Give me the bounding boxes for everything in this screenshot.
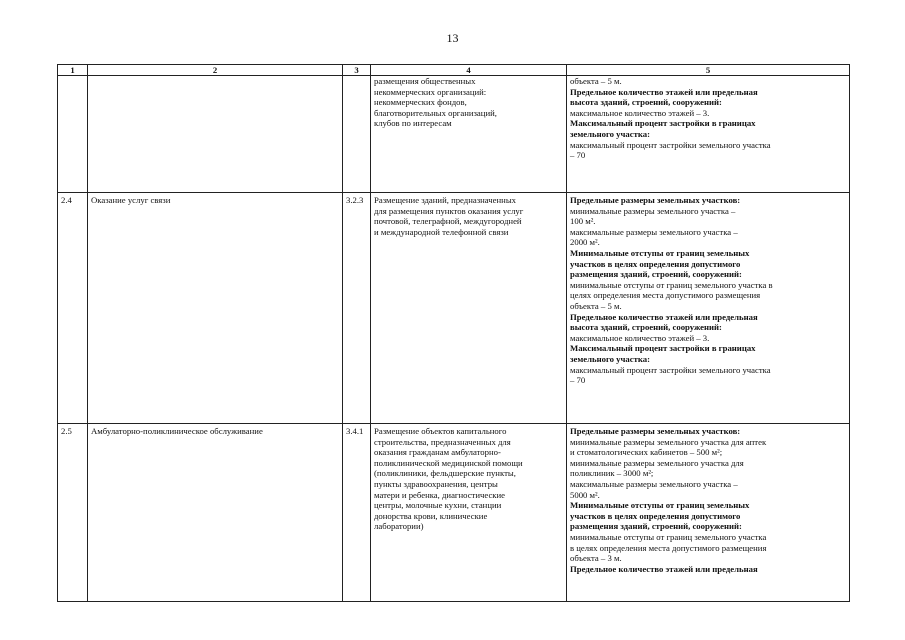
table-row bbox=[58, 424, 850, 602]
parameter-heading: размещения зданий, строений, сооружений: bbox=[570, 521, 742, 532]
description-line: некоммерческих организаций: bbox=[374, 86, 487, 97]
table-row bbox=[58, 193, 850, 424]
land-use-table bbox=[57, 64, 850, 602]
description-line: благотворительных организаций, bbox=[374, 107, 497, 118]
parameter-value: минимальные отступы от границ земельного участка в bbox=[570, 279, 773, 290]
parameter-value: максимальные размеры земельного участка – bbox=[570, 478, 738, 489]
parameter-heading: участков в целях определения допустимого bbox=[570, 258, 741, 269]
parameter-value: минимальные размеры земельного участка – bbox=[570, 205, 736, 216]
description-line: оказания гражданам амбулаторно- bbox=[374, 447, 501, 458]
description-line: размещения общественных bbox=[374, 76, 476, 86]
header-col-5: 5 bbox=[567, 65, 850, 76]
description-line: лаборатории) bbox=[374, 521, 424, 532]
land-use-description bbox=[371, 424, 567, 602]
parameter-heading: высота зданий, строений, сооружений: bbox=[570, 97, 722, 108]
parameter-value: минимальные отступы от границ земельного участка bbox=[570, 531, 767, 542]
parameter-value: поликлиник – 3000 м²; bbox=[570, 468, 654, 479]
land-use-name: Оказание услуг связи bbox=[88, 193, 343, 424]
description-line: для размещения пунктов оказания услуг bbox=[374, 205, 524, 216]
parameter-heading: Максимальный процент застройки в границах bbox=[570, 118, 756, 129]
parameter-value: – 70 bbox=[570, 150, 586, 161]
parameter-heading: Предельное количество этажей или предельная bbox=[570, 311, 758, 322]
description-line: и международной телефонной связи bbox=[374, 226, 509, 237]
parameter-heading: земельного участка: bbox=[570, 353, 651, 364]
parameter-value: – 70 bbox=[570, 375, 586, 386]
parameter-value: объекта – 3 м. bbox=[570, 553, 622, 564]
page-number: 13 bbox=[446, 31, 459, 45]
land-use-code: 3.4.1 bbox=[343, 424, 371, 602]
description-line: поликлинической медицинской помощи bbox=[374, 457, 523, 468]
parameter-value: максимальный процент застройки земельного участка bbox=[570, 364, 771, 375]
parameter-value: целях определения места допустимого размещения bbox=[570, 290, 761, 301]
parameter-value: минимальные размеры земельного участка для аптек bbox=[570, 436, 767, 447]
description-line: (поликлиники, фельдшерские пункты, bbox=[374, 468, 516, 479]
land-use-parameters bbox=[567, 424, 850, 602]
parameter-heading: высота зданий, строений, сооружений: bbox=[570, 322, 722, 333]
description-line: Размещение объектов капитального bbox=[374, 426, 507, 436]
parameter-value: максимальное количество этажей – 3. bbox=[570, 107, 710, 118]
row-number: 2.4 bbox=[58, 193, 88, 424]
parameter-value: и стоматологических кабинетов – 500 м²; bbox=[570, 447, 723, 458]
description-line: Размещение зданий, предназначенных bbox=[374, 195, 517, 205]
parameter-heading: Предельные размеры земельных участков: bbox=[570, 426, 741, 436]
parameter-value: 5000 м². bbox=[570, 489, 600, 500]
header-col-3: 3 bbox=[343, 65, 371, 76]
land-use-name: Амбулаторно-поликлиническое обслуживание bbox=[88, 424, 343, 602]
land-use-parameters bbox=[567, 76, 850, 193]
parameter-heading: размещения зданий, строений, сооружений: bbox=[570, 269, 742, 280]
parameter-value: объекта – 5 м. bbox=[570, 76, 622, 86]
parameter-value: 100 м². bbox=[570, 216, 596, 227]
parameter-heading: Предельные размеры земельных участков: bbox=[570, 195, 741, 205]
parameter-heading: участков в целях определения допустимого bbox=[570, 510, 741, 521]
parameter-value: в целях определения места допустимого размещения bbox=[570, 542, 767, 553]
parameter-value: объекта – 5 м. bbox=[570, 300, 622, 311]
row-number: 2.5 bbox=[58, 424, 88, 602]
description-line: донорства крови, клинические bbox=[374, 510, 488, 521]
description-line: почтовой, телеграфной, междугородней bbox=[374, 216, 522, 227]
parameter-value: максимальный процент застройки земельного участка bbox=[570, 139, 771, 150]
land-use-description bbox=[371, 193, 567, 424]
header-col-1: 1 bbox=[58, 65, 88, 76]
header-col-4: 4 bbox=[371, 65, 567, 76]
description-line: пункты здравоохранения, центры bbox=[374, 478, 498, 489]
description-line: матери и ребенка, диагностические bbox=[374, 489, 506, 500]
parameter-heading: Минимальные отступы от границ земельных bbox=[570, 500, 750, 511]
parameter-value: максимальное количество этажей – 3. bbox=[570, 332, 710, 343]
description-line: некоммерческих фондов, bbox=[374, 97, 467, 108]
table-row bbox=[58, 76, 850, 193]
parameter-heading: Минимальные отступы от границ земельных bbox=[570, 247, 750, 258]
header-col-2: 2 bbox=[88, 65, 343, 76]
parameter-heading: земельного участка: bbox=[570, 128, 651, 139]
row-number bbox=[58, 76, 88, 193]
description-line: клубов по интересам bbox=[374, 118, 452, 129]
land-use-name bbox=[88, 76, 343, 193]
description-line: центры, молочные кухни, станции bbox=[374, 500, 502, 511]
header-row bbox=[58, 65, 850, 76]
parameter-value: максимальные размеры земельного участка – bbox=[570, 226, 738, 237]
parameter-heading: Предельное количество этажей или предельная bbox=[570, 563, 758, 574]
land-use-parameters bbox=[567, 193, 850, 424]
parameter-heading: Максимальный процент застройки в границах bbox=[570, 343, 756, 354]
parameter-value: 2000 м². bbox=[570, 237, 600, 248]
land-use-code: 3.2.3 bbox=[343, 193, 371, 424]
land-use-description bbox=[371, 76, 567, 193]
parameter-heading: Предельное количество этажей или предельная bbox=[570, 86, 758, 97]
land-use-code bbox=[343, 76, 371, 193]
parameter-value: минимальные размеры земельного участка для bbox=[570, 457, 744, 468]
description-line: строительства, предназначенных для bbox=[374, 436, 511, 447]
